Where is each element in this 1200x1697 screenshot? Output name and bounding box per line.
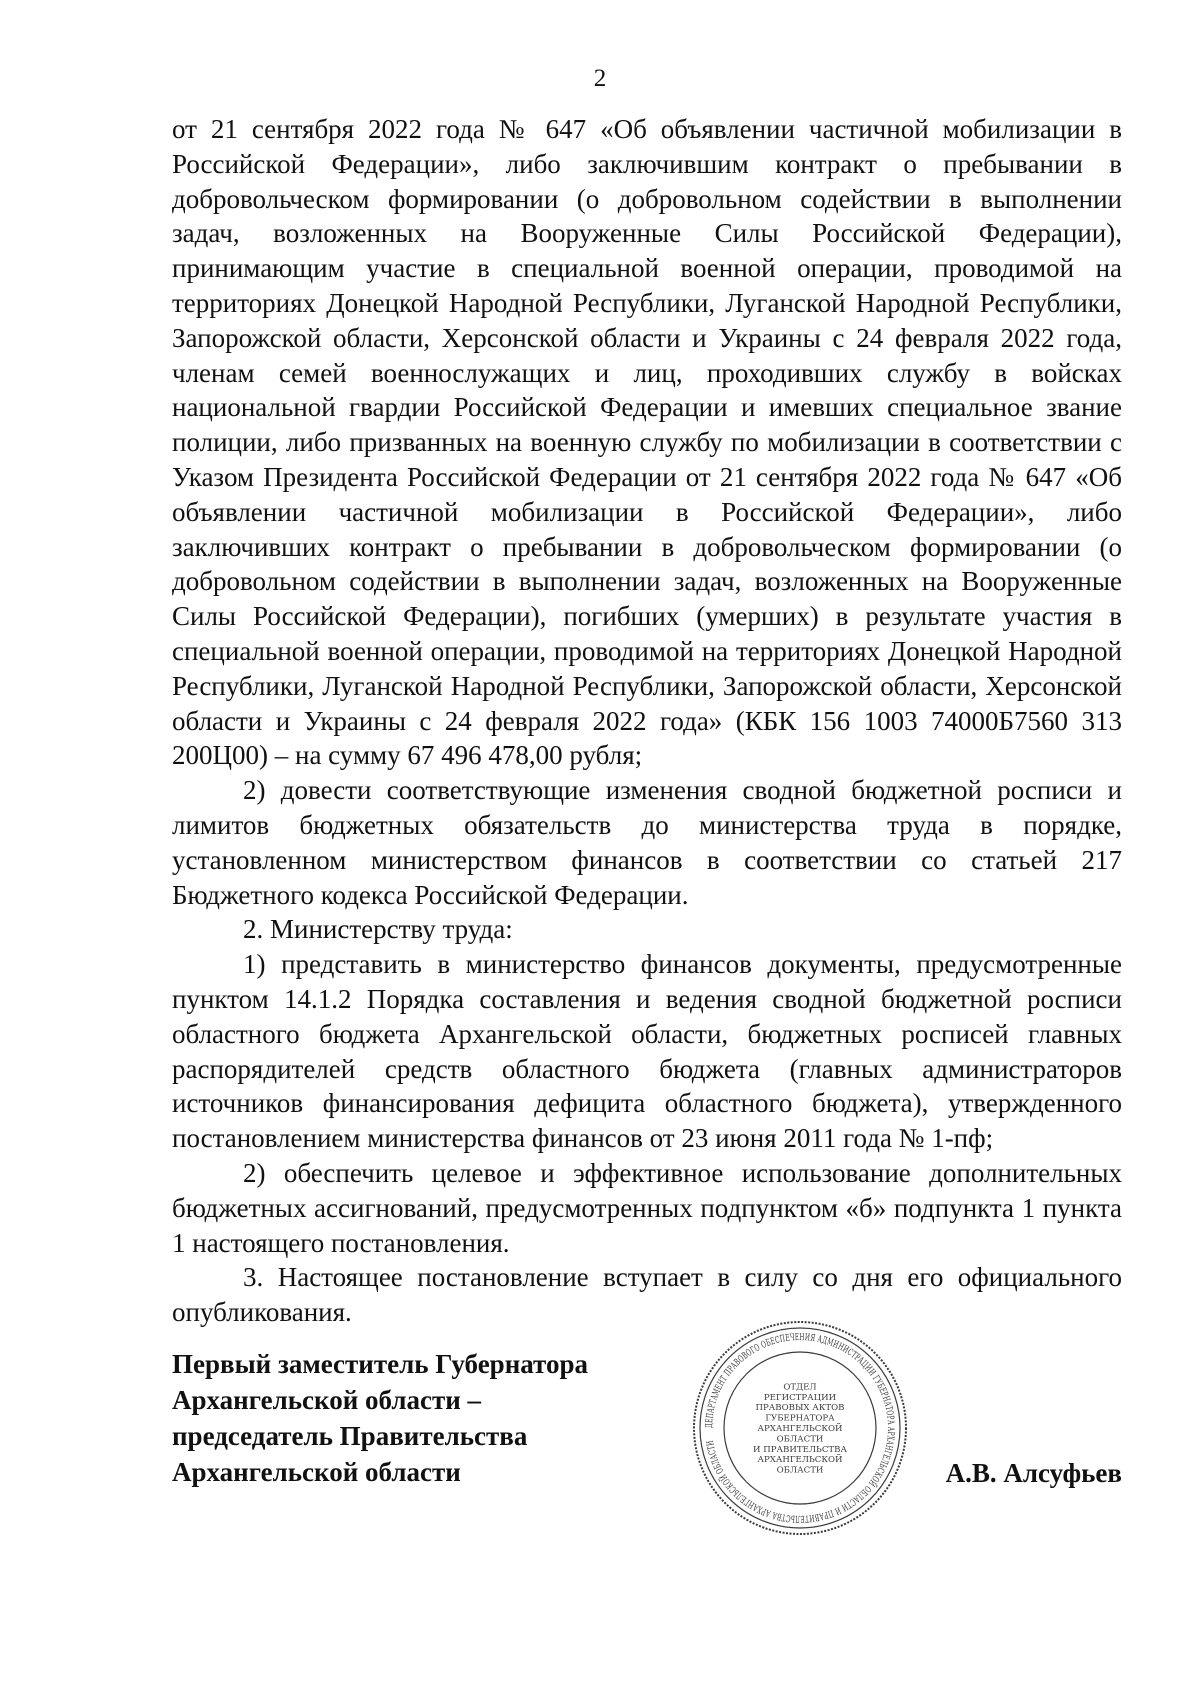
signer-title-line: Архангельской области – bbox=[172, 1385, 482, 1415]
stamp-center-line: ПРАВОВЫХ АКТОВ bbox=[755, 1403, 845, 1414]
paragraph-item-2-1: 1) представить в министерство финансов документы, предусмотренные пунктом 14.1.2 Порядка составления и ведения сводной бюджетной росписи областного бюджета Архангельской области, бюджетных росписей главных распорядителей средств областного бюджета (главных администраторов источников финансирования дефицита областного бюджета), утвержденного постановлением министерства финансов от 23 июня 2011 года № 1-пф; bbox=[172, 949, 1122, 1154]
stamp-center-line: АРХАНГЕЛЬСКОЙ bbox=[757, 1455, 843, 1466]
signer-title-line: председатель Правительства bbox=[172, 1421, 528, 1451]
stamp-center-line: РЕГИСТРАЦИИ bbox=[763, 1392, 837, 1403]
document-body bbox=[172, 112, 1122, 1330]
stamp-center-line: И ПРАВИТЕЛЬСТВА bbox=[753, 1444, 847, 1455]
stamp-center-line: ОТДЕЛ bbox=[783, 1382, 817, 1393]
stamp-center-line: ОБЛАСТИ bbox=[776, 1465, 824, 1476]
paragraph-section-2: 2. Министерству труда: bbox=[243, 914, 513, 945]
stamp-center-line: ГУБЕРНАТОРА bbox=[765, 1413, 835, 1424]
stamp-center-text bbox=[753, 1382, 847, 1475]
signer-title-line: Архангельской области bbox=[172, 1457, 461, 1487]
stamp-center-line: ОБЛАСТИ bbox=[776, 1434, 824, 1445]
stamp-seal bbox=[690, 1318, 910, 1538]
stamp-center-line: АРХАНГЕЛЬСКОЙ bbox=[757, 1424, 843, 1434]
paragraph-item-2-2: 2) обеспечить целевое и эффективное использование дополнительных бюджетных ассигнований, предусмотренных подпунктом «б» подпункта 1 пункта 1 настоящего постановления. bbox=[172, 1157, 1122, 1258]
stamp-ring-text: ДЕПАРТАМЕНТ ПРАВОВОГО ОБЕСПЕЧЕНИЯ АДМИНИСТРАЦИИ ГУБЕРНАТОРА АРХАНГЕЛЬСКОЙ ОБЛАСТИ И ПРАВИТЕЛЬСТВА АРХАНГЕЛЬСКОЙ ОБЛАСТИ bbox=[703, 1331, 897, 1525]
paragraph-item-1-2: 2) довести соответствующие изменения сводной бюджетной росписи и лимитов бюджетных обязательств до министерства труда в порядке, установленном министерством финансов в соответствии со статьей 217 Бюджетного кодекса Российской Федерации. bbox=[172, 775, 1122, 910]
signature-block bbox=[172, 1346, 672, 1490]
official-stamp bbox=[690, 1318, 910, 1538]
page-number: 2 bbox=[593, 65, 607, 92]
signer-name: А.В. Алсуфьев bbox=[945, 1458, 1122, 1488]
paragraph-continuation: от 21 сентября 2022 года № 647 «Об объявлении частичной мобилизации в Российской Федерации», либо заключившим контракт о пребывании в добровольческом формировании (о добровольном содействии в выполнении задач, возложенных на Вооруженные Силы Российской Федерации), принимающим участие в специальной военной операции, проводимой на территориях Донецкой Народной Республики, Луганской Народной Республики, Запорожской области, Херсонской области и Украины с 24 февраля 2022 года, членам семей военнослужащих и лиц, проходивших службу в войсках национальной гвардии Российской Федерации и имевших специальное звание полиции, либо призванных на военную службу по мобилизации в соответствии с Указом Президента Российской Федерации от 21 сентября 2022 года № 647 «Об объявлении частичной мобилизации в Российской Федерации», либо заключивших контракт о пребывании в добровольческом формировании (о добровольном содействии в выполнении задач, возложенных на Вооруженные Силы Российской Федерации), погибших (умерших) в результате участия в специальной военной операции, проводимой на территориях Донецкой Народной Республики, Луганской Народной Республики, Запорожской области, Херсонской области и Украины с 24 февраля 2022 года» (КБК 156 1003 74000Б7560 313 200Ц00) – на сумму 67 496 478,00 рубля; bbox=[172, 114, 1122, 771]
paragraph-section-3: 3. Настоящее постановление вступает в силу со дня его официального опубликования. bbox=[172, 1262, 1122, 1328]
signer-title-line: Первый заместитель Губернатора bbox=[172, 1349, 588, 1379]
